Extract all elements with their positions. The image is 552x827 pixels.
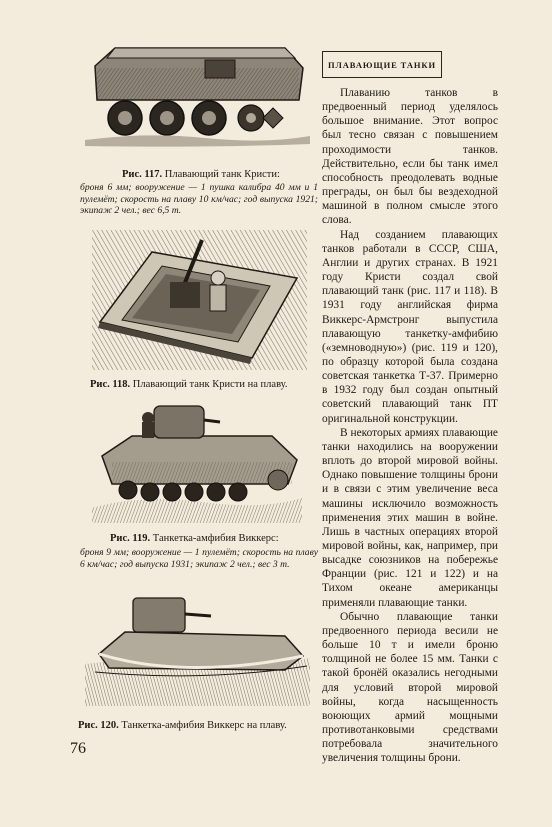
body-paragraph: В некоторых армиях плавающие танки находились на вооружении вплоть до второй мировой войны. Однако повышение толщины брони и в связи с этим увеличение веса машины исключило возможность применения этих машин в войне. Лишь в частных операциях второй мировой войны, как, например, при высадке союзников на побережье Франции (рис. 121 и 122) и на Тихом океане американцы применяли плавающие танки. [322, 426, 498, 609]
figure-120-title: Танкетка-амфибия Виккерс на плаву. [121, 720, 287, 731]
figure-119-caption-title [110, 532, 330, 545]
body-text-column [322, 86, 498, 766]
section-heading-box [322, 51, 442, 78]
figure-117-number: Рис. 117. [122, 169, 163, 180]
section-heading: ПЛАВАЮЩИЕ ТАНКИ [328, 59, 436, 70]
figure-119-image [92, 398, 302, 523]
figure-118-title: Плавающий танк Кристи на плаву. [132, 379, 288, 390]
body-paragraph: Плаванию танков в предвоенный период уделялось большое внимание. Этот вопрос был тесно связан с повышением проходимости танков. Действительно, если бы танк имел способность преодолевать водные преграды, он был бы вездеходной машиной в полном смысле этого слова. [322, 87, 498, 227]
figure-118-number: Рис. 118. [90, 379, 131, 390]
figure-119-number: Рис. 119. [110, 533, 151, 544]
body-paragraph: Над созданием плавающих танков работали в СССР, США, Англии и других странах. В 1921 году Кристи создал свой плавающий танк (рис. 117 и 118). В 1931 году английская фирма Виккерс-Армстронг выпустила плавающую танкетку-амфибию («земноводную») (рис. 119 и 120), по образцу которой была создана советская танкетка Т-37. Примерно в 1932 году был создан опытный советский плавающий танк ПТ оригинальной конструкции. [322, 228, 498, 425]
figure-118-image [92, 230, 307, 370]
page-number: 76 [70, 740, 86, 757]
figure-117-caption-description: броня 6 мм; вооружение — 1 пушка калибра 40 мм и 1 пулемёт; скорость на плаву 10 км/час; год выпуска 1921; экипаж 2 чел.; вес 6,5 т. [80, 182, 318, 216]
figure-117-caption-title [122, 168, 322, 181]
figure-117-title: Плавающий танк Кристи: [164, 169, 280, 180]
figure-120-number: Рис. 120. [78, 720, 119, 731]
body-paragraph: Обычно плавающие танки предвоенного периода весили не больше 10 т и имели броню толщиной не более 15 мм. Танки с такой бронёй оказались негодными для условий второй мировой войны, когда насыщенность воюющих армий мощными противотанковыми средствами потребовала значительного увеличения толщины брони. [322, 610, 498, 765]
figure-118-caption-title [90, 378, 330, 391]
figure-119-caption-description: броня 9 мм; вооружение — 1 пулемёт; скорость на плаву 6 км/час; год выпуска 1931; экипаж 2 чел.; вес 3 т. [80, 547, 318, 570]
figure-120-image [85, 596, 310, 706]
figure-120-caption-title [78, 719, 328, 732]
figure-119-title: Танкетка-амфибия Виккерс: [152, 533, 279, 544]
figure-117-image [85, 38, 310, 160]
